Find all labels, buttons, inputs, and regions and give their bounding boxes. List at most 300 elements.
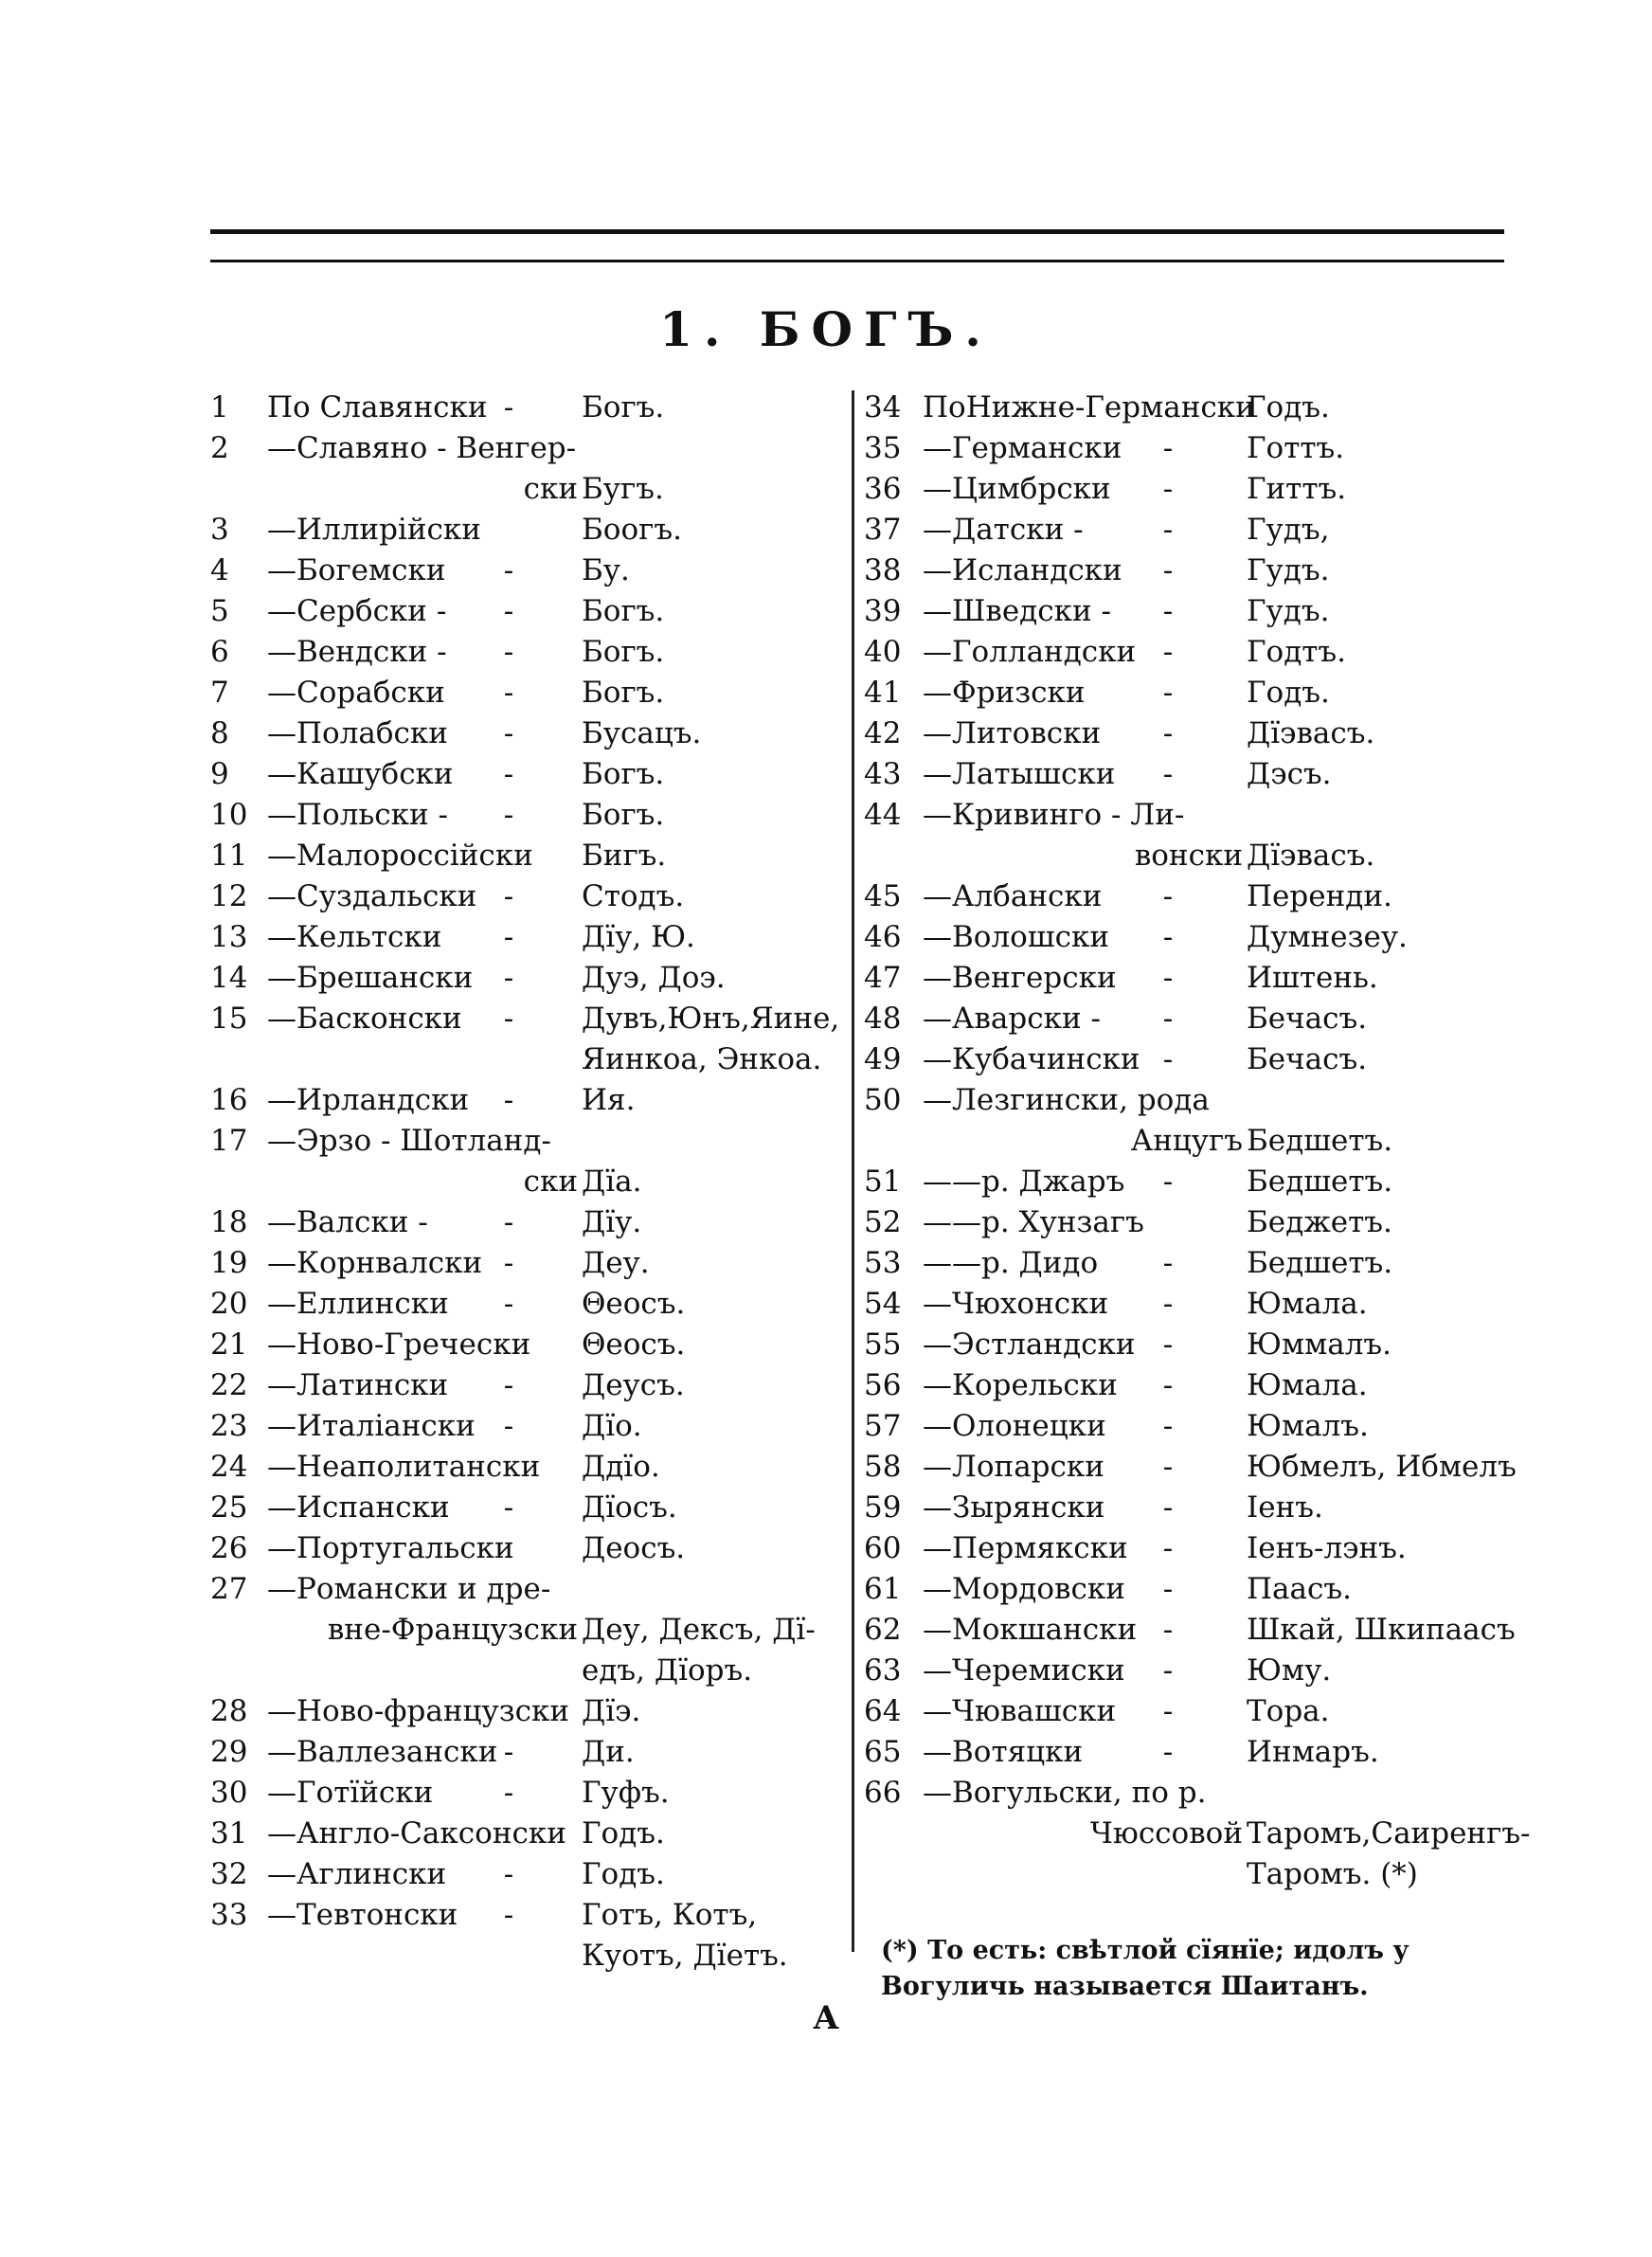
- god-word: Деусъ.: [582, 1368, 685, 1402]
- dash-separator: -: [1162, 1653, 1174, 1688]
- dash-separator: -: [1162, 1327, 1174, 1362]
- entry-number: 44: [864, 798, 902, 832]
- language-name: —Датски -: [923, 513, 1084, 547]
- language-name: —Англо-Саксонски: [267, 1816, 566, 1851]
- language-name: —Мокшански: [923, 1613, 1138, 1647]
- god-word: Годтъ.: [1247, 635, 1347, 669]
- god-word: Юмала.: [1247, 1287, 1368, 1321]
- entry-row: [210, 388, 851, 428]
- entry-number: 9: [210, 757, 229, 791]
- entry-row: [210, 1447, 851, 1488]
- language-name: —Эстландски: [923, 1327, 1136, 1362]
- entry-row: [210, 673, 851, 713]
- god-word: Таромъ. (*): [1247, 1857, 1418, 1891]
- entry-number: 39: [864, 594, 902, 628]
- entry-row: [864, 1569, 1517, 1610]
- dash-separator: -: [503, 757, 514, 791]
- god-word: Шкай, Шкипаасъ: [1247, 1613, 1516, 1647]
- dash-separator: -: [1162, 961, 1174, 995]
- entry-row: [864, 591, 1517, 632]
- entry-row: [210, 1365, 851, 1406]
- language-name: По Славянски: [267, 390, 488, 424]
- god-word: Дїэвасъ.: [1247, 839, 1375, 873]
- entry-number: 59: [864, 1490, 902, 1525]
- god-word: Юбмелъ, Ибмелъ: [1247, 1450, 1517, 1484]
- god-word: Ддїо.: [582, 1450, 660, 1484]
- language-name: —Ирландски: [267, 1083, 470, 1117]
- entry-number: 42: [864, 716, 902, 750]
- god-word: Деосъ.: [582, 1531, 686, 1565]
- entry-number: 38: [864, 553, 902, 587]
- entry-row: [864, 1202, 1517, 1243]
- god-word: едъ, Дїоръ.: [582, 1653, 753, 1688]
- language-name: —Богемски: [267, 553, 446, 587]
- language-name: —Кривинго - Ли-: [923, 798, 1185, 832]
- language-name: —Зырянски: [923, 1490, 1105, 1525]
- god-word: Бу.: [582, 553, 630, 587]
- left-column: [210, 388, 851, 1977]
- entry-row: [864, 428, 1517, 469]
- entry-row: [210, 836, 851, 876]
- entry-row: [210, 1528, 851, 1569]
- dash-separator: -: [1162, 1165, 1174, 1199]
- dash-separator: -: [503, 1205, 514, 1239]
- signature-mark: A: [813, 1999, 839, 2037]
- dash-separator: -: [1162, 1368, 1174, 1402]
- language-name: —Кашубски: [267, 757, 454, 791]
- entry-number: 16: [210, 1083, 248, 1117]
- god-word: Дїу.: [582, 1205, 642, 1239]
- language-name: —Чювашски: [923, 1694, 1117, 1728]
- language-name: —Мордовски: [923, 1572, 1125, 1606]
- entry-number: 18: [210, 1205, 248, 1239]
- god-word: Богъ.: [582, 635, 665, 669]
- entry-number: 62: [864, 1613, 902, 1647]
- god-word: Богъ.: [582, 757, 665, 791]
- language-name: —Волошски: [923, 920, 1110, 954]
- entry-row: [210, 1243, 851, 1284]
- dash-separator: -: [1162, 431, 1174, 465]
- language-name: —Латински: [267, 1368, 449, 1402]
- entry-row: [210, 1569, 851, 1610]
- entry-row: [210, 1121, 851, 1162]
- god-word: Гудъ.: [1247, 553, 1330, 587]
- entry-number: 61: [864, 1572, 902, 1606]
- language-name: —Албански: [923, 879, 1103, 913]
- top-rule: [210, 229, 1504, 234]
- dash-separator: -: [1162, 594, 1174, 628]
- language-name: —Вотяцки: [923, 1735, 1084, 1769]
- entry-number: 55: [864, 1327, 902, 1362]
- entry-row: [864, 1528, 1517, 1569]
- dash-separator: -: [1162, 1490, 1174, 1525]
- entry-number: 43: [864, 757, 902, 791]
- entry-number: 49: [864, 1042, 902, 1076]
- dash-separator: -: [503, 1776, 514, 1810]
- entry-number: 22: [210, 1368, 248, 1402]
- language-name: —Кельтски: [267, 920, 442, 954]
- god-word: Богъ.: [582, 390, 665, 424]
- dash-separator: -: [1162, 1531, 1174, 1565]
- entry-row: [210, 632, 851, 673]
- entry-number: 36: [864, 472, 902, 506]
- god-word: Бигъ.: [582, 839, 667, 873]
- dash-separator: -: [1162, 1735, 1174, 1769]
- language-name: —Брешански: [267, 961, 474, 995]
- entry-number: 40: [864, 635, 902, 669]
- entry-number: 35: [864, 431, 902, 465]
- language-name: —Валски -: [267, 1205, 428, 1239]
- language-name: —Ново-французски: [267, 1694, 570, 1728]
- god-word: Юммалъ.: [1247, 1327, 1392, 1362]
- language-name: —Цимбрски: [923, 472, 1111, 506]
- god-word: Дэсъ.: [1247, 757, 1332, 791]
- god-word: Бугъ.: [582, 472, 664, 506]
- bottom-rule: [210, 260, 1504, 262]
- language-name: —Исландски: [923, 553, 1122, 587]
- entry-row: [210, 1284, 851, 1325]
- god-word: Iенъ.: [1247, 1490, 1323, 1525]
- language-name: —Романски и дре-: [267, 1572, 551, 1606]
- god-word: Деу.: [582, 1246, 650, 1280]
- language-name: —Иллирiйски: [267, 513, 481, 547]
- entry-row: [864, 469, 1517, 510]
- god-word: Ди.: [582, 1735, 635, 1769]
- entry-number: 11: [210, 839, 248, 873]
- language-name: —Фризски: [923, 676, 1086, 710]
- entry-number: 64: [864, 1694, 902, 1728]
- entry-row: [210, 551, 851, 591]
- entry-row: [210, 1325, 851, 1365]
- entry-row: [864, 1447, 1517, 1488]
- page-title: 1. БОГЪ.: [659, 301, 993, 357]
- god-word: Богъ.: [582, 676, 665, 710]
- god-word: Бедшетъ.: [1247, 1124, 1393, 1158]
- entry-number: 57: [864, 1409, 902, 1443]
- entry-row: [210, 1854, 851, 1895]
- entry-row: [210, 1080, 851, 1121]
- entry-number: 54: [864, 1287, 902, 1321]
- entry-row: [210, 876, 851, 917]
- dash-separator: -: [1162, 1694, 1174, 1728]
- entry-number: 33: [210, 1898, 248, 1932]
- entry-row: [864, 1080, 1517, 1121]
- dash-separator: -: [503, 1409, 514, 1443]
- entry-number: 37: [864, 513, 902, 547]
- god-word: Гудъ,: [1247, 513, 1330, 547]
- language-name: —Венгерски: [923, 961, 1117, 995]
- god-word: Инмаръ.: [1247, 1735, 1379, 1769]
- entry-row: [210, 795, 851, 836]
- dash-separator: -: [503, 1490, 514, 1525]
- language-name: —Голландски: [923, 635, 1137, 669]
- entry-number: 47: [864, 961, 902, 995]
- language-name: ски: [523, 1165, 578, 1199]
- entry-row: [210, 469, 851, 510]
- entry-row: [864, 1325, 1517, 1365]
- entry-row: [864, 673, 1517, 713]
- language-name: вонски: [1134, 839, 1243, 873]
- entry-row: [210, 1488, 851, 1528]
- god-word: Дїэвасъ.: [1247, 716, 1375, 750]
- language-name: —Литовски: [923, 716, 1102, 750]
- god-word: Дїа.: [582, 1165, 642, 1199]
- language-name: ПоНижне-Германски: [923, 390, 1255, 424]
- god-word: Годъ.: [582, 1816, 665, 1851]
- entry-number: 6: [210, 635, 229, 669]
- dash-separator: -: [503, 798, 514, 832]
- right-column: [864, 388, 1531, 1895]
- entry-number: 28: [210, 1694, 248, 1728]
- entry-row: [864, 999, 1517, 1039]
- entry-number: 46: [864, 920, 902, 954]
- god-word: Готтъ.: [1247, 431, 1345, 465]
- entry-number: 14: [210, 961, 248, 995]
- entry-number: 53: [864, 1246, 902, 1280]
- entry-row: [210, 1895, 851, 1936]
- god-word: Куотъ, Дїетъ.: [582, 1939, 788, 1973]
- entry-number: 65: [864, 1735, 902, 1769]
- dash-separator: -: [503, 1857, 514, 1891]
- dash-separator: -: [1162, 757, 1174, 791]
- language-name: —Малороссiйски: [267, 839, 533, 873]
- god-word: Беджетъ.: [1247, 1205, 1392, 1239]
- entry-row: [210, 428, 851, 469]
- dash-separator: -: [1162, 1246, 1174, 1280]
- entry-number: 52: [864, 1205, 902, 1239]
- god-word: Дїу, Ю.: [582, 920, 695, 954]
- language-name: —Португальски: [267, 1531, 514, 1565]
- language-name: —Лопарски: [923, 1450, 1104, 1484]
- entry-number: 13: [210, 920, 248, 954]
- god-word: Бечасъ.: [1247, 1002, 1368, 1036]
- language-name: —Пермякски: [923, 1531, 1128, 1565]
- entry-number: 63: [864, 1653, 902, 1688]
- dash-separator: -: [503, 1246, 514, 1280]
- entry-row: [864, 1121, 1517, 1162]
- god-word: Яинкоа, Энкоа.: [582, 1042, 822, 1076]
- entry-row: [864, 510, 1517, 551]
- dash-separator: -: [503, 716, 514, 750]
- language-name: —Еллински: [267, 1287, 449, 1321]
- entry-number: 3: [210, 513, 229, 547]
- dash-separator: -: [1162, 553, 1174, 587]
- entry-row: [210, 1610, 851, 1651]
- entry-row: [864, 836, 1517, 876]
- language-name: —Сербски -: [267, 594, 447, 628]
- god-word: Гуфъ.: [582, 1776, 670, 1810]
- entry-number: 27: [210, 1572, 248, 1606]
- entry-row: [210, 1406, 851, 1447]
- god-word: Стодъ.: [582, 879, 685, 913]
- god-word: Дїо.: [582, 1409, 642, 1443]
- entry-row: [864, 1406, 1517, 1447]
- language-name: —Вогульски, по р.: [923, 1776, 1207, 1810]
- god-word: Юмала.: [1247, 1368, 1368, 1402]
- entry-row: [210, 1039, 851, 1080]
- entry-row: [864, 1610, 1517, 1651]
- entry-row: [210, 1651, 851, 1691]
- dash-separator: -: [1162, 879, 1174, 913]
- language-name: —Аглински: [267, 1857, 447, 1891]
- dash-separator: -: [1162, 676, 1174, 710]
- language-name: —Эрзо - Шотланд-: [267, 1124, 551, 1158]
- entry-row: [864, 632, 1517, 673]
- entry-number: 26: [210, 1531, 248, 1565]
- language-name: ски: [523, 472, 578, 506]
- footnote: (*) То есть: свѣтлой сїянїе; идолъ у Вогуличь называется Шаитанъ.: [881, 1936, 1410, 2001]
- god-word: Гудъ.: [1247, 594, 1330, 628]
- entry-number: 45: [864, 879, 902, 913]
- language-name: —Корнвалски: [267, 1246, 483, 1280]
- god-word: Ия.: [582, 1083, 636, 1117]
- god-word: Богъ.: [582, 798, 665, 832]
- dash-separator: -: [503, 635, 514, 669]
- dash-separator: -: [1162, 1572, 1174, 1606]
- god-word: Бедшетъ.: [1247, 1246, 1393, 1280]
- god-word: Готъ, Котъ,: [582, 1898, 758, 1932]
- language-name: —Полабски: [267, 716, 448, 750]
- dash-separator: -: [1162, 513, 1174, 547]
- god-word: Дїэ.: [582, 1694, 641, 1728]
- god-word: Юмалъ.: [1247, 1409, 1369, 1443]
- dash-separator: -: [503, 961, 514, 995]
- language-name: вне-Французски: [327, 1613, 578, 1647]
- language-name: —Шведски -: [923, 594, 1111, 628]
- entry-row: [864, 1162, 1517, 1202]
- god-word: Богъ.: [582, 594, 665, 628]
- dash-separator: -: [1162, 716, 1174, 750]
- entry-row: [864, 713, 1517, 754]
- dash-separator: -: [503, 594, 514, 628]
- god-word: Годъ.: [1247, 390, 1330, 424]
- entry-number: 23: [210, 1409, 248, 1443]
- entry-number: 12: [210, 879, 248, 913]
- entry-number: 51: [864, 1165, 902, 1199]
- language-name: —Олонецки: [923, 1409, 1106, 1443]
- entry-row: [210, 1814, 851, 1854]
- entry-number: 8: [210, 716, 229, 750]
- entry-row: [210, 999, 851, 1039]
- entry-row: [210, 510, 851, 551]
- language-name: —Славяно - Венгер-: [267, 431, 577, 465]
- god-word: Θеосъ.: [582, 1327, 686, 1362]
- entry-row: [864, 1854, 1517, 1895]
- entry-row: [864, 754, 1517, 795]
- entry-row: [864, 1691, 1517, 1732]
- entry-number: 2: [210, 431, 229, 465]
- entry-row: [210, 1773, 851, 1814]
- entry-number: 34: [864, 390, 902, 424]
- entry-row: [210, 1691, 851, 1732]
- entry-number: 58: [864, 1450, 902, 1484]
- dash-separator: -: [1162, 1613, 1174, 1647]
- language-name: —Испански: [267, 1490, 450, 1525]
- entry-number: 29: [210, 1735, 248, 1769]
- god-word: Таромъ,Саиренгъ-: [1247, 1816, 1531, 1851]
- entry-row: [864, 388, 1517, 428]
- language-name: —Германски: [923, 431, 1122, 465]
- language-name: ——р. Хунзагъ: [923, 1205, 1144, 1239]
- entry-row: [210, 1162, 851, 1202]
- entry-number: 41: [864, 676, 902, 710]
- dash-separator: -: [503, 879, 514, 913]
- dash-separator: -: [1162, 920, 1174, 954]
- language-name: —Сорабски: [267, 676, 445, 710]
- entry-row: [210, 1202, 851, 1243]
- language-name: ——р. Дидо: [923, 1246, 1099, 1280]
- god-word: Паасъ.: [1247, 1572, 1352, 1606]
- dash-separator: -: [503, 1735, 514, 1769]
- entry-row: [864, 1243, 1517, 1284]
- entry-number: 7: [210, 676, 229, 710]
- language-name: Чюссовой: [1089, 1816, 1243, 1851]
- dash-separator: -: [1162, 1287, 1174, 1321]
- entry-row: [864, 551, 1517, 591]
- entry-row: [864, 1773, 1517, 1814]
- god-word: Дувъ,Юнъ,Яине,: [582, 1002, 840, 1036]
- dash-separator: -: [503, 553, 514, 587]
- language-name: —Суздальски: [267, 879, 477, 913]
- dash-separator: -: [1162, 1002, 1174, 1036]
- entry-number: 30: [210, 1776, 248, 1810]
- god-word: Гиттъ.: [1247, 472, 1347, 506]
- entry-row: [210, 917, 851, 958]
- dash-separator: -: [1162, 635, 1174, 669]
- dash-separator: -: [1162, 1409, 1174, 1443]
- language-name: —Валлезански: [267, 1735, 498, 1769]
- god-word: Θеосъ.: [582, 1287, 686, 1321]
- entry-number: 60: [864, 1531, 902, 1565]
- god-word: Юму.: [1247, 1653, 1332, 1688]
- entry-row: [210, 1936, 851, 1977]
- entry-number: 19: [210, 1246, 248, 1280]
- dash-separator: -: [503, 1287, 514, 1321]
- entry-number: 1: [210, 390, 229, 424]
- entry-number: 25: [210, 1490, 248, 1525]
- god-word: Боогъ.: [582, 513, 682, 547]
- entry-number: 15: [210, 1002, 248, 1036]
- entry-row: [864, 1039, 1517, 1080]
- entry-number: 20: [210, 1287, 248, 1321]
- language-name: —Чюхонски: [923, 1287, 1109, 1321]
- god-word: Бусацъ.: [582, 716, 702, 750]
- entry-row: [864, 876, 1517, 917]
- dash-separator: -: [503, 390, 514, 424]
- god-word: Iенъ-лэнъ.: [1247, 1531, 1407, 1565]
- god-word: Бечасъ.: [1247, 1042, 1368, 1076]
- entry-number: 4: [210, 553, 229, 587]
- dash-separator: -: [503, 1368, 514, 1402]
- language-name: —Басконски: [267, 1002, 462, 1036]
- entry-number: 17: [210, 1124, 248, 1158]
- language-name: —Ново-Гречески: [267, 1327, 531, 1362]
- god-word: Годъ.: [582, 1857, 665, 1891]
- language-name: —Черемиски: [923, 1653, 1125, 1688]
- god-word: Дуэ, Доэ.: [582, 961, 726, 995]
- god-word: Годъ.: [1247, 676, 1330, 710]
- language-name: —Кубачински: [923, 1042, 1140, 1076]
- dash-separator: -: [1162, 1042, 1174, 1076]
- language-name: —Латышски: [923, 757, 1116, 791]
- entry-row: [210, 1732, 851, 1773]
- language-name: ——р. Джаръ: [923, 1165, 1125, 1199]
- language-name: —Неаполитански: [267, 1450, 541, 1484]
- dash-separator: -: [503, 920, 514, 954]
- entry-row: [864, 1365, 1517, 1406]
- entry-row: [864, 917, 1517, 958]
- language-name: —Готїйски: [267, 1776, 434, 1810]
